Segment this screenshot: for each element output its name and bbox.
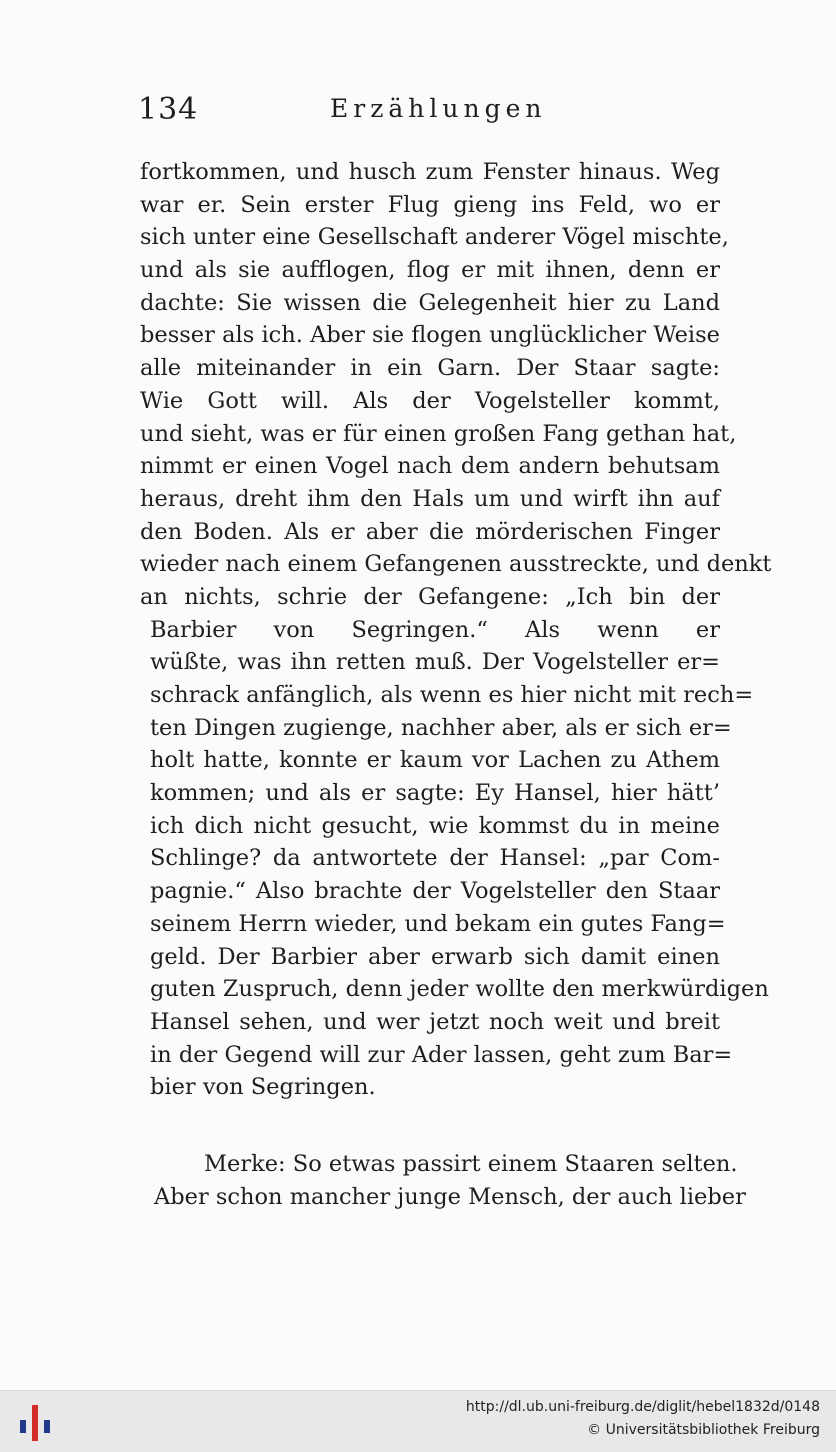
text-line: an nichts, schrie der Gefangene: „Ich bin der <box>140 583 720 610</box>
copyright-notice: © Universitätsbibliothek Freiburg <box>587 1422 820 1438</box>
text-line: alle miteinander in ein Garn. Der Staar sagte: <box>140 355 720 382</box>
text-line: kommen; und als er sagte: Ey Hansel, hier hätt’ <box>150 780 720 807</box>
text-line: dachte: Sie wissen die Gelegenheit hier zu Land <box>140 289 720 316</box>
ub-freiburg-logo-icon[interactable] <box>16 1403 56 1443</box>
note-line: Merke: So etwas passirt einem Staaren selten. <box>204 1151 738 1177</box>
text-line: Barbier von Segringen.“ Als wenn er <box>150 616 720 643</box>
note-line: Aber schon mancher junge Mensch, der auch lieber <box>154 1183 746 1210</box>
text-line: war er. Sein erster Flug gieng ins Feld, wo er <box>140 191 720 218</box>
text-line: schrack anfänglich, als wenn es hier nicht mit rech= <box>150 682 754 708</box>
text-line: seinem Herrn wieder, und bekam ein gutes Fang= <box>150 910 726 937</box>
text-line: den Boden. Als er aber die mörderischen Finger <box>140 518 720 545</box>
logo-bar-left <box>20 1420 26 1433</box>
logo-bar-right <box>44 1420 50 1433</box>
text-line: nimmt er einen Vogel nach dem andern behutsam <box>140 453 720 480</box>
permalink-url[interactable]: http://dl.ub.uni-freiburg.de/diglit/hebel1832d/0148 <box>465 1399 820 1415</box>
text-line: wüßte, was ihn retten muß. Der Vogelsteller er= <box>150 649 720 676</box>
text-line: Schlinge? da antwortete der Hansel: „par Com- <box>150 845 720 872</box>
text-line: bier von Segringen. <box>150 1074 376 1101</box>
text-line: und als sie aufflogen, flog er mit ihnen, denn er <box>140 257 720 284</box>
text-line: pagnie.“ Also brachte der Vogelsteller den Staar <box>150 878 720 905</box>
text-line: guten Zuspruch, denn jeder wollte den merkwürdigen <box>150 976 769 1003</box>
text-line: ten Dingen zugienge, nachher aber, als er sich er= <box>150 714 732 741</box>
text-line: in der Gegend will zur Ader lassen, geht zum Bar= <box>150 1041 733 1068</box>
page-header <box>138 92 718 132</box>
text-line: ich dich nicht gesucht, wie kommst du in meine <box>150 812 720 839</box>
text-line: holt hatte, konnte er kaum vor Lachen zu Athem <box>150 747 720 774</box>
merke-paragraph <box>154 1148 746 1213</box>
text-line: fortkommen, und husch zum Fenster hinaus. Weg <box>140 159 720 185</box>
text-line: Hansel sehen, und wer jetzt noch weit und breit <box>150 1008 720 1035</box>
text-line: besser als ich. Aber sie flogen unglücklicher Weise <box>140 322 720 349</box>
text-line: heraus, dreht ihm den Hals um und wirft ihn auf <box>140 485 720 512</box>
text-line: wieder nach einem Gefangenen ausstreckte, und denkt <box>140 551 772 578</box>
text-line: geld. Der Barbier aber erwarb sich damit einen <box>150 943 720 970</box>
text-line: und sieht, was er für einen großen Fang gethan hat, <box>140 420 737 447</box>
logo-bar-center <box>32 1405 38 1441</box>
page-number: 134 <box>138 92 199 127</box>
text-line: sich unter eine Gesellschaft anderer Vögel mischte, <box>140 224 729 251</box>
text-line: Wie Gott will. Als der Vogelsteller kommt, <box>140 387 720 414</box>
running-head: Erzählungen <box>330 94 547 123</box>
viewer-footer <box>0 1390 836 1452</box>
body-text <box>140 156 772 1104</box>
